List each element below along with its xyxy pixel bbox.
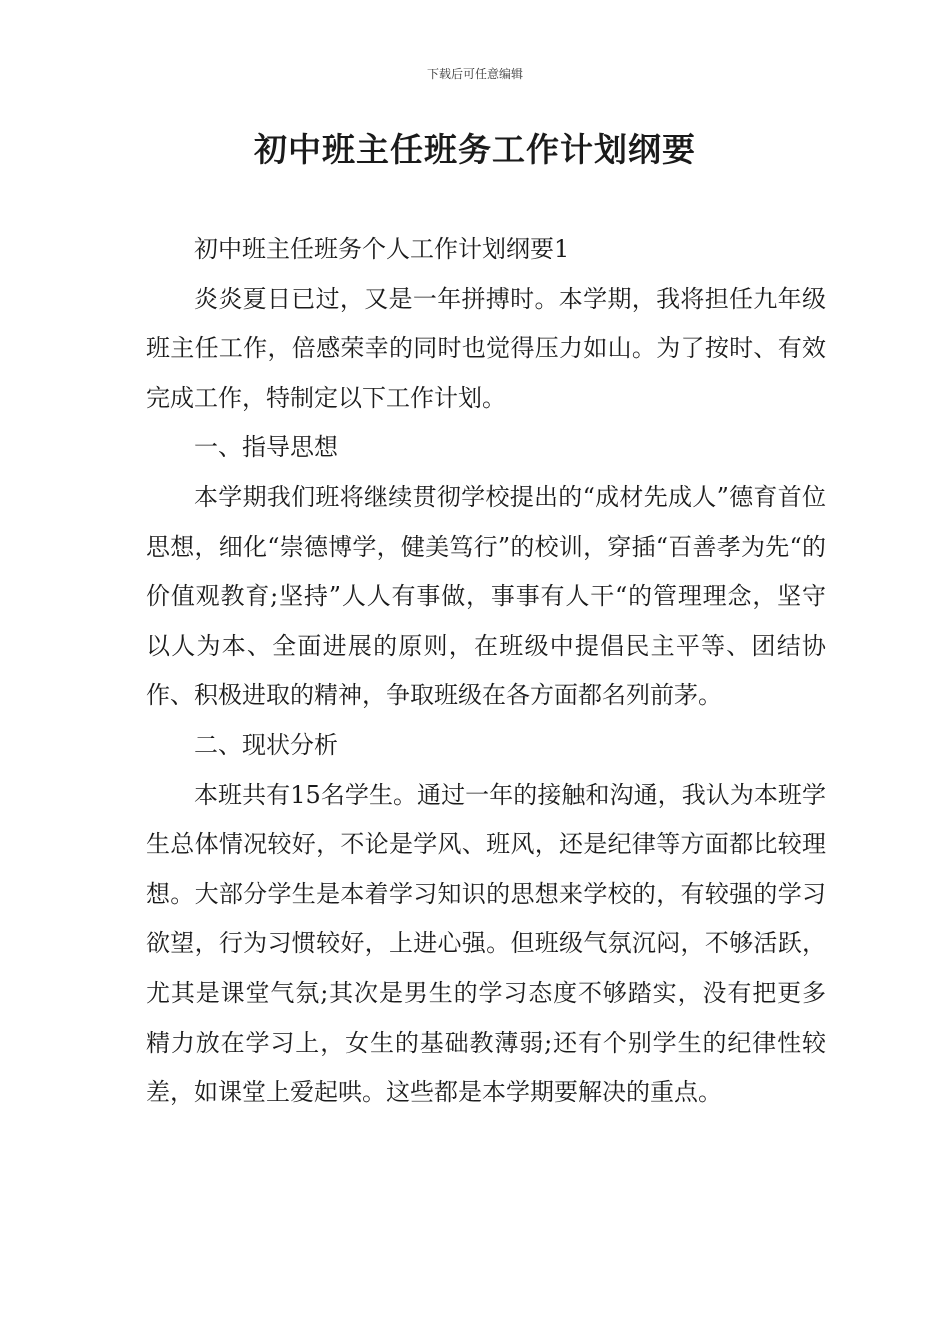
document-body: [146, 225, 826, 1118]
section-heading-plan-1: 初中班主任班务个人工作计划纲要1: [194, 235, 570, 263]
paragraph-status-analysis: 本班共有15名学生。通过一年的接触和沟通，我认为本班学生总体情况较好，不论是学风、班风，还是纪律等方面都比较理想。大部分学生是本着学习知识的思想来学校的，有较强的学习欲望，行为习惯较好，上进心强。但班级气氛沉闷，不够活跃，尤其是课堂气氛;其次是男生的学习态度不够踏实，没有把更多精力放在学习上，女生的基础教薄弱;还有个别学生的纪律性较差，如课堂上爱起哄。这些都是本学期要解决的重点。: [146, 780, 826, 1107]
paragraph-guiding-thought: 本学期我们班将继续贯彻学校提出的“成材先成人”德育首位思想，细化“崇德博学，健美笃行”的校训，穿插“百善孝为先“的价值观教育;坚持”人人有事做，事事有人干“的管理理念，坚守以人为本、全面进展的原则，在班级中提倡民主平等、团结协作、积极进取的精神，争取班级在各方面都名列前茅。: [146, 482, 826, 710]
paragraph-intro: 炎炎夏日已过，又是一年拼搏时。本学期，我将担任九年级班主任工作，倍感荣幸的同时也觉得压力如山。为了按时、有效完成工作，特制定以下工作计划。: [146, 284, 826, 412]
section-heading-guiding-thought: 一、指导思想: [194, 433, 338, 462]
header-note: 下载后可任意编辑: [426, 67, 523, 81]
document-title: 初中班主任班务工作计划纲要: [254, 130, 696, 169]
section-heading-status-analysis: 二、现状分析: [194, 730, 338, 759]
